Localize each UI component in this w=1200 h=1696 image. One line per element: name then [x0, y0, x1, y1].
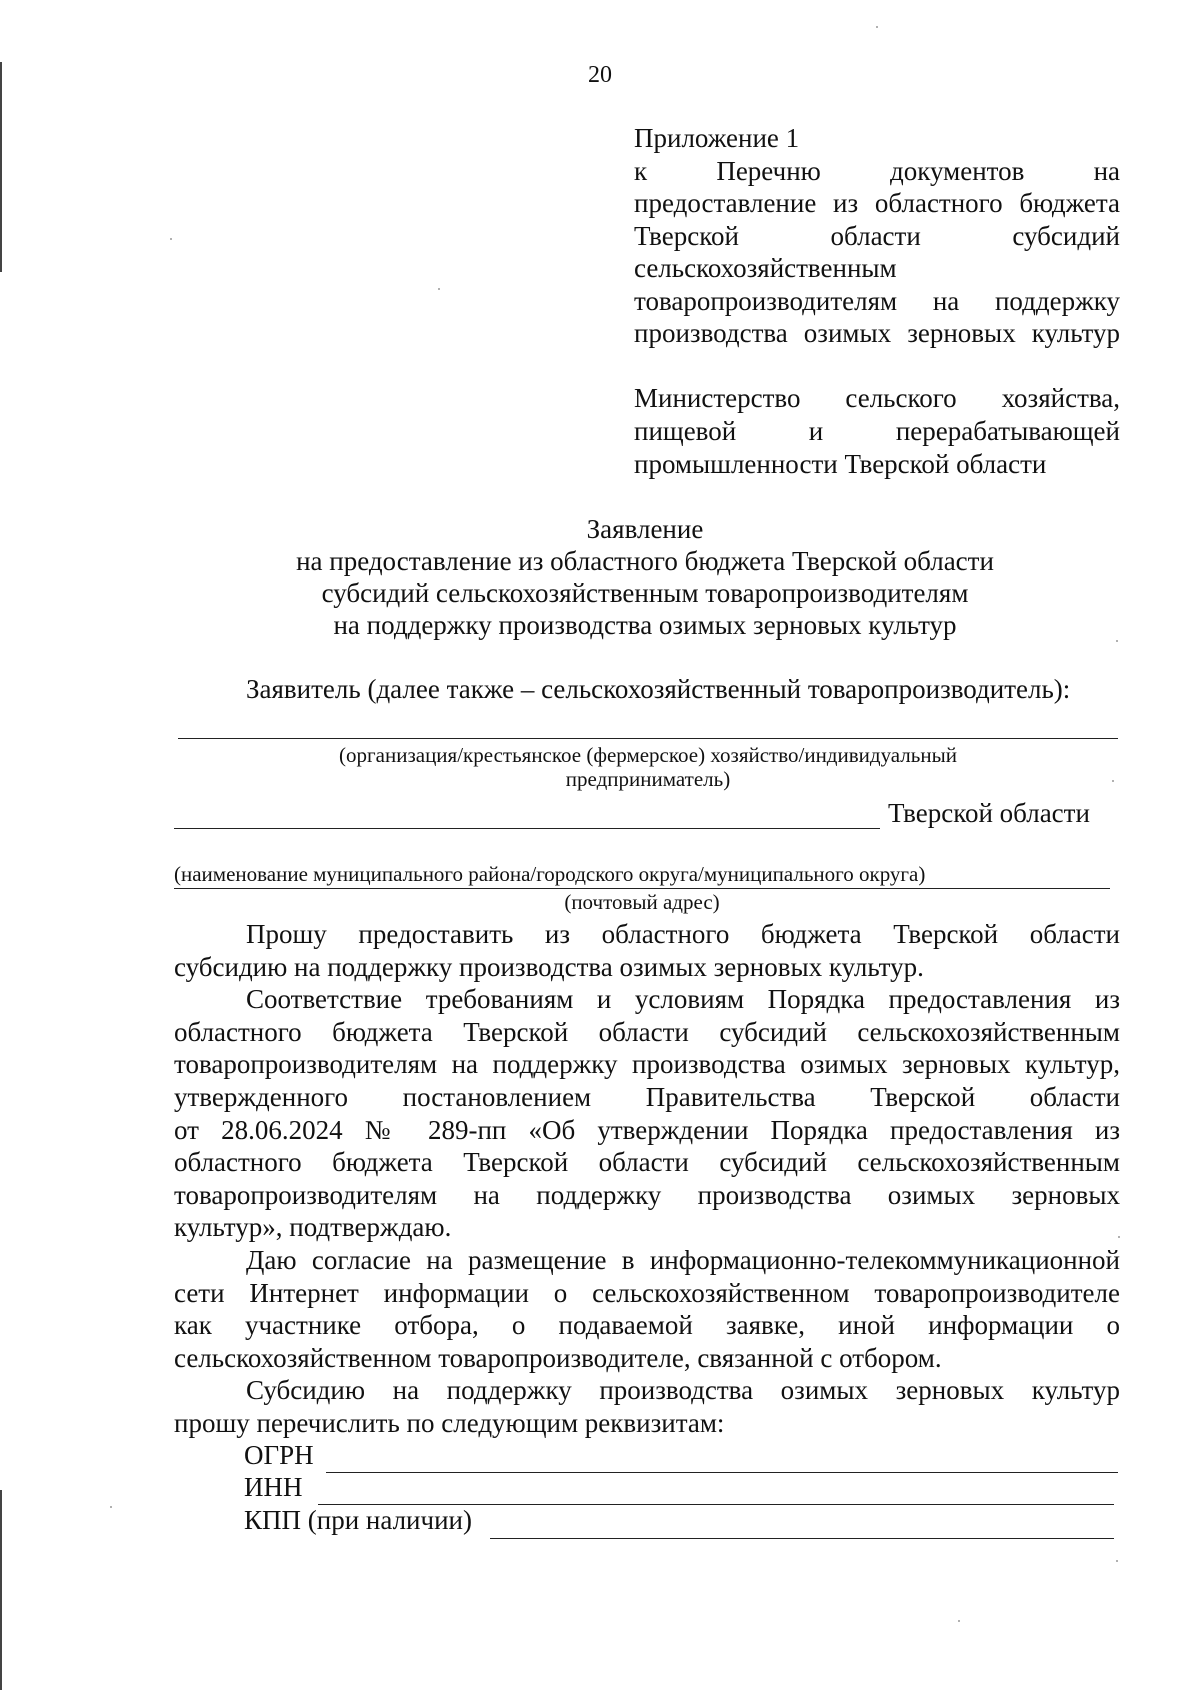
body-line: областного бюджета Тверской области субсидий сельскохозяйственным [174, 1016, 1120, 1047]
organization-blank-line [178, 738, 1118, 739]
appendix-line: Приложение 1 [634, 123, 800, 153]
organization-caption [178, 743, 1118, 791]
kpp-field[interactable] [490, 1538, 1114, 1539]
appendix-line: сельскохозяйственным [634, 253, 897, 283]
body-line: Субсидию на поддержку производства озимых зерновых культур [246, 1375, 1120, 1406]
scan-speck [1116, 1560, 1118, 1562]
body-line: как участнике отбора, о подаваемой заявке, иной информации о [174, 1310, 1120, 1341]
body-line: прошу перечислить по следующим реквизитам: [174, 1407, 725, 1438]
body-line: Прошу предоставить из областного бюджета Тверской области [246, 919, 1120, 949]
ogrn-label: ОГРН [244, 1440, 314, 1470]
inn-label: ИНН [244, 1472, 303, 1502]
caption-line: предприниматель) [565, 767, 731, 791]
addressee-line: Министерство сельского хозяйства, [634, 383, 1120, 413]
kpp-label: КПП (при наличии) [244, 1505, 472, 1535]
region-suffix: Тверской области [888, 798, 1090, 828]
scan-edge-line [0, 62, 2, 272]
scan-edge-line [0, 1490, 2, 1690]
title-line: на поддержку производства озимых зерновых культур [333, 610, 957, 640]
title-heading: Заявление [586, 514, 704, 544]
scan-speck [110, 1506, 112, 1508]
body-line: областного бюджета Тверской области субсидий сельскохозяйственным [174, 1147, 1120, 1178]
scan-speck [876, 26, 878, 28]
scan-speck [438, 288, 440, 290]
application-body [174, 918, 1120, 1440]
scan-speck [1112, 780, 1114, 782]
appendix-block [634, 122, 1120, 350]
postal-blank-line [174, 888, 1110, 889]
body-line: субсидию на поддержку производства озимых зерновых культур. [174, 951, 924, 982]
body-line: культур», подтверждаю. [174, 1212, 452, 1243]
appendix-line: предоставление из областного бюджета [634, 188, 1120, 218]
body-line: Соответствие требованиям и условиям Порядка предоставления из [246, 984, 1120, 1015]
body-line: сети Интернет информации о сельскохозяйственном товаропроизводителе [174, 1277, 1120, 1308]
scan-speck [1116, 640, 1118, 642]
document-title [0, 513, 1200, 641]
appendix-line: товаропроизводителям на поддержку [634, 285, 1120, 316]
scan-speck [1118, 1236, 1120, 1238]
title-line: субсидий сельскохозяйственным товаропроизводителям [321, 578, 969, 608]
body-line: товаропроизводителям на поддержку производства озимых зерновых культур, [174, 1049, 1120, 1080]
addressee-line: промышленности Тверской области [634, 449, 1047, 479]
applicant-label: Заявитель (далее также – сельскохозяйственный товаропроизводитель): [246, 674, 1071, 704]
appendix-line: производства озимых зерновых культур [634, 318, 1120, 348]
scan-speck [170, 238, 172, 240]
scan-speck [958, 1620, 960, 1622]
body-line: от 28.06.2024 № 289-пп «Об утверждении Порядка предоставления из [174, 1114, 1120, 1145]
addressee-line: пищевой и перерабатывающей [634, 416, 1120, 446]
page-number: 20 [588, 62, 612, 88]
caption-line: (организация/крестьянское (фермерское) хозяйство/индивидуальный [339, 743, 957, 767]
municipality-blank-line [174, 828, 880, 829]
appendix-line: к Перечню документов на [634, 155, 1120, 186]
addressee-block [634, 382, 1120, 481]
appendix-line: Тверской области субсидий [634, 220, 1120, 251]
ogrn-field[interactable] [326, 1472, 1118, 1473]
municipality-caption: (наименование муниципального района/городского округа/муниципального округа) [174, 862, 926, 886]
title-line: на предоставление из областного бюджета Тверской области [296, 546, 994, 576]
postal-caption: (почтовый адрес) [564, 890, 720, 914]
body-line: сельскохозяйственном товаропроизводителе, связанной с отбором. [174, 1342, 942, 1373]
body-line: товаропроизводителям на поддержку производства озимых зерновых [174, 1179, 1120, 1210]
body-line: утвержденного постановлением Правительства Тверской области [174, 1081, 1120, 1112]
body-line: Даю согласие на размещение в информационно-телекоммуникационной [246, 1244, 1120, 1275]
